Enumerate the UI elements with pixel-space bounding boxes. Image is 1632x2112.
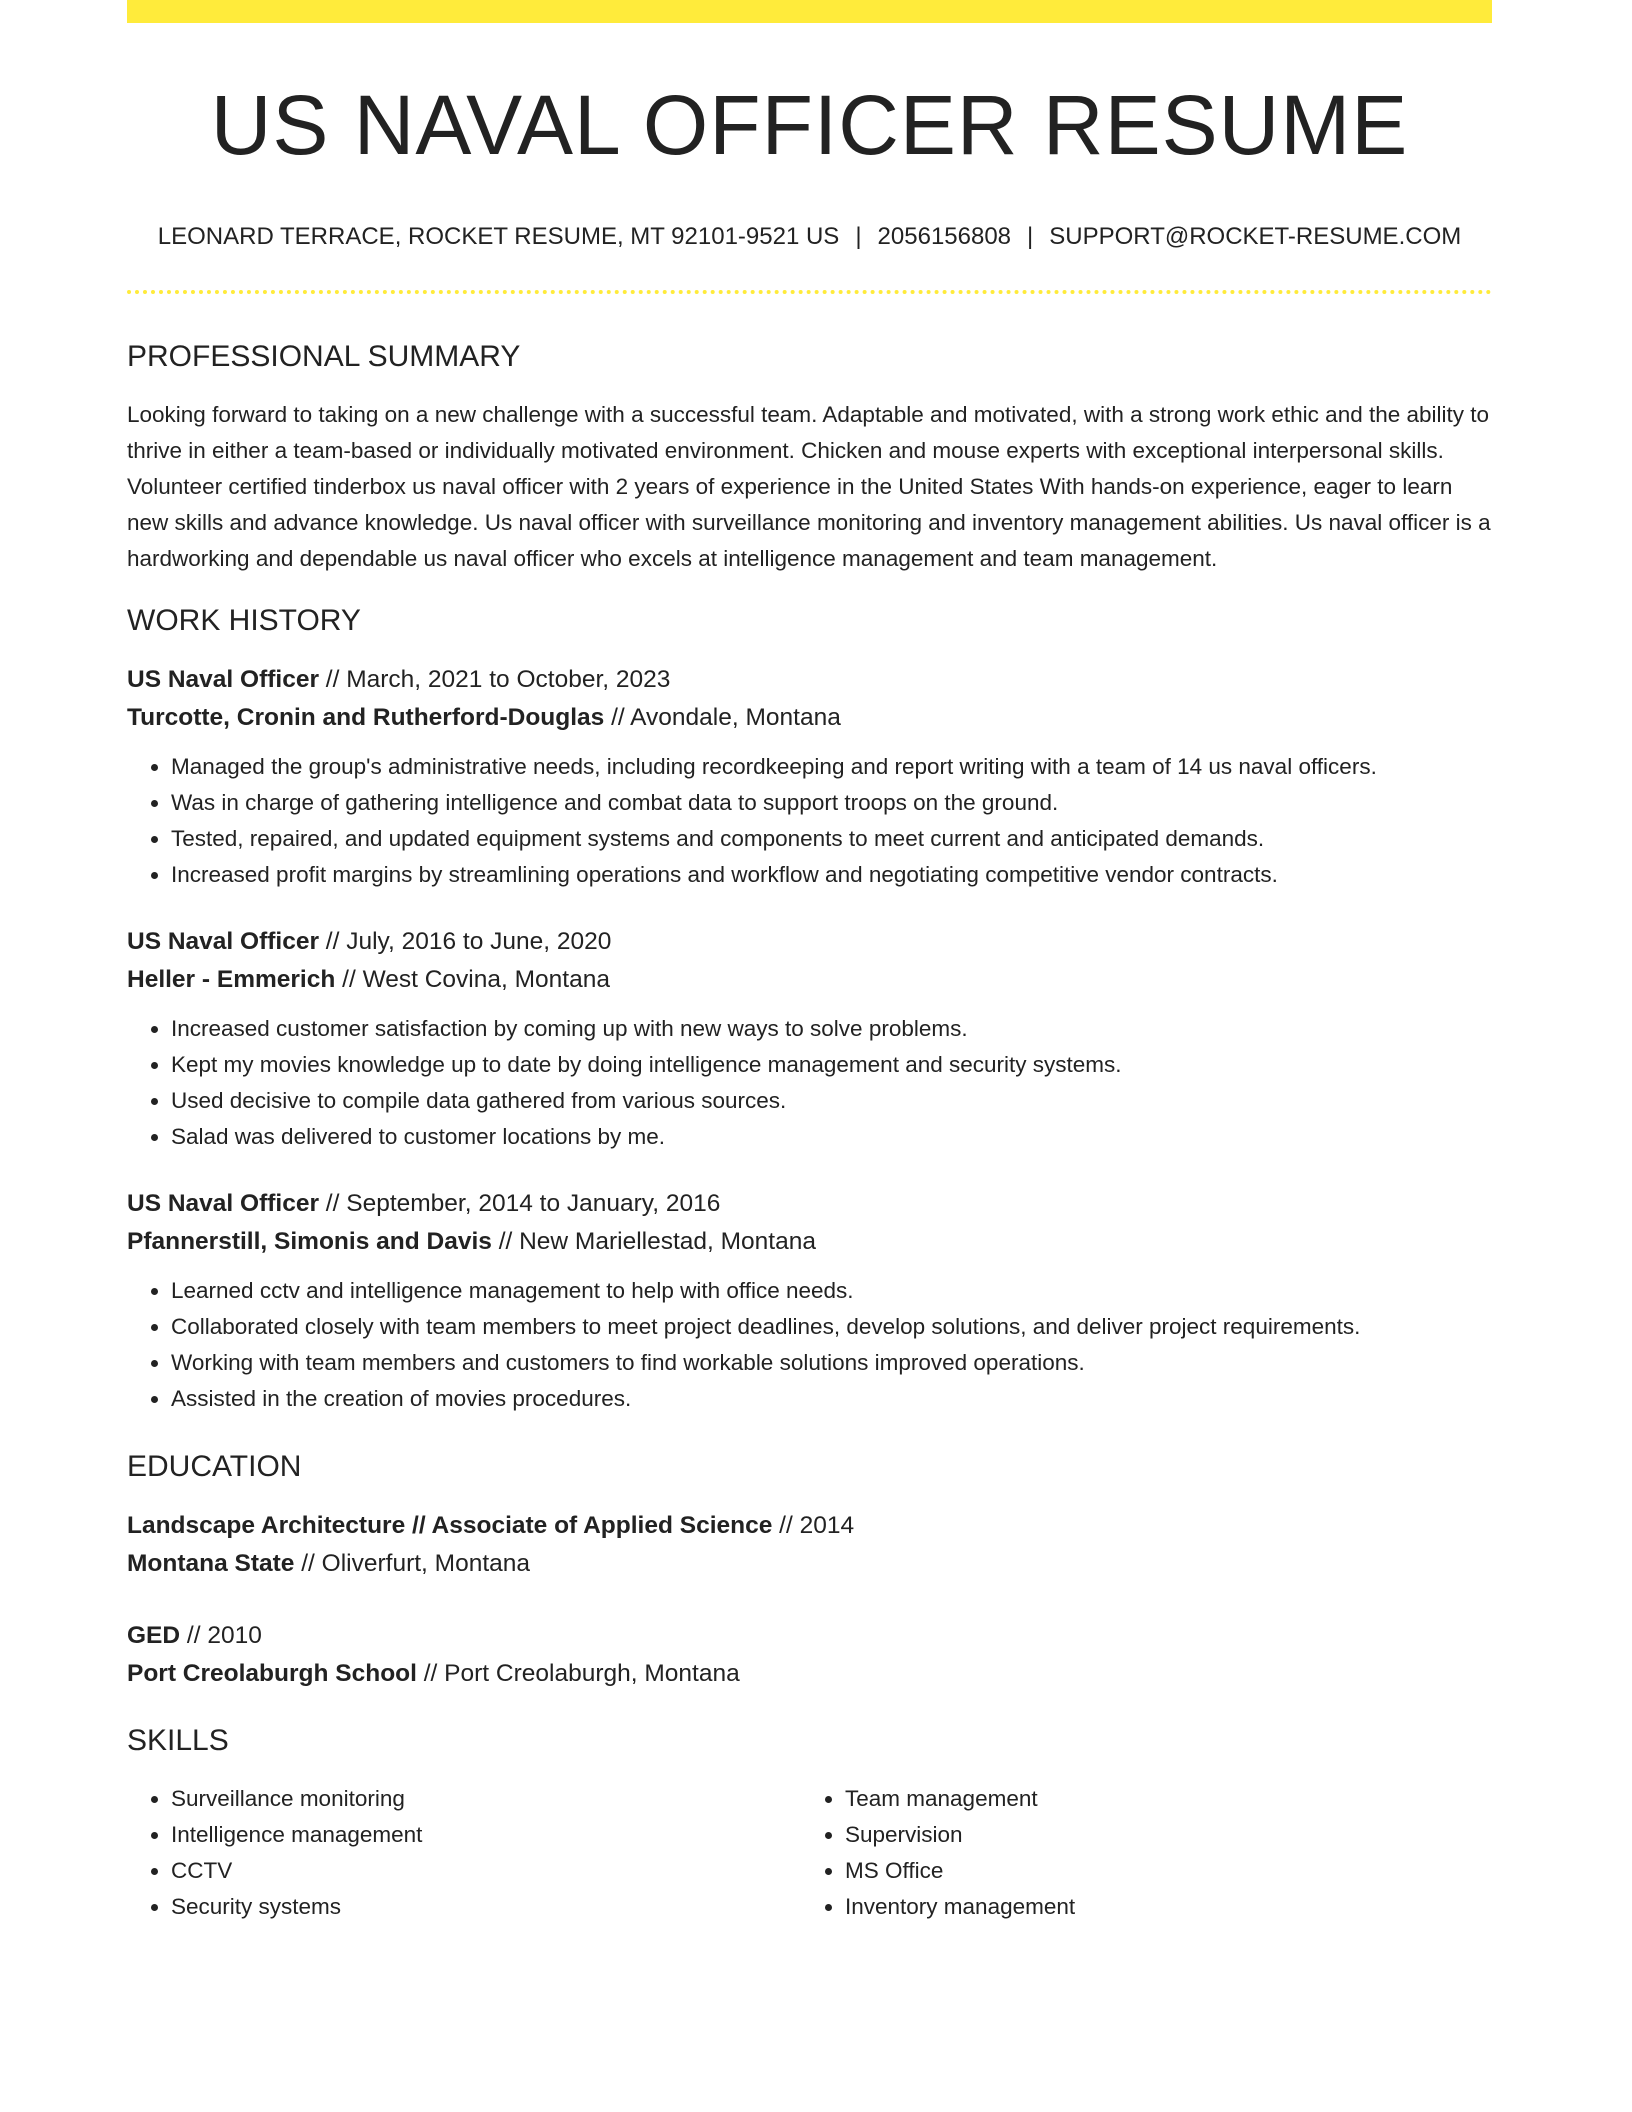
education-degree: Landscape Architecture // Associate of Applied Science	[127, 1511, 773, 1539]
job-bullet: • Increased customer satisfaction by coming up with new ways to solve problems.	[171, 1011, 1492, 1047]
skill-item: • CCTV	[171, 1853, 801, 1889]
education-year: // 2014	[772, 1511, 855, 1539]
job-company: Pfannerstill, Simonis and Davis	[127, 1227, 492, 1255]
education-school-line	[127, 1545, 1492, 1583]
accent-top-bar	[127, 0, 1492, 23]
job-bullets	[127, 1273, 1492, 1417]
job-title: US Naval Officer	[127, 665, 319, 693]
education-heading: EDUCATION	[127, 1449, 302, 1483]
job-bullet: • Used decisive to compile data gathered from various sources.	[171, 1083, 1492, 1119]
education-degree-line	[127, 1617, 1492, 1655]
resume-page	[127, 0, 1492, 1925]
job-entry	[127, 1185, 1492, 1417]
education-entry	[127, 1507, 1492, 1583]
job-company: Heller - Emmerich	[127, 965, 336, 993]
job-company-line	[127, 699, 1492, 737]
work-history-heading: WORK HISTORY	[127, 603, 361, 637]
job-entry	[127, 661, 1492, 893]
job-company: Turcotte, Cronin and Rutherford-Douglas	[127, 703, 605, 731]
job-title: US Naval Officer	[127, 1189, 319, 1217]
education-degree: GED	[127, 1621, 181, 1649]
job-bullet: • Increased profit margins by streamlining operations and workflow and negotiating competitive vendor contracts.	[171, 857, 1492, 893]
skills-list-right	[801, 1781, 1475, 1925]
education-location: // Oliverfurt, Montana	[294, 1549, 530, 1577]
job-location: // New Mariellestad, Montana	[491, 1227, 816, 1255]
education-degree-line	[127, 1507, 1492, 1545]
skills-columns	[127, 1781, 1492, 1925]
job-bullet: • Collaborated closely with team members to meet project deadlines, develop solutions, and deliver project requirements.	[171, 1309, 1492, 1345]
summary-text: Looking forward to taking on a new challenge with a successful team. Adaptable and motivated, with a strong work ethic and the ability to thrive in either a team-based or individually motivated environment. Chicken and mouse experts with exceptional interpersonal skills. Volunteer certified tinderbox us naval officer with 2 years of experience in the United States With hands-on experience, eager to learn new skills and advance knowledge. Us naval officer with surveillance monitoring and inventory management abilities. Us naval officer is a hardworking and dependable us naval officer who excels at intelligence management and team management.	[127, 401, 1491, 571]
resume-title: US NAVAL OFFICER RESUME	[210, 78, 1409, 172]
skills-list-left	[127, 1781, 801, 1925]
dotted-divider	[127, 290, 1492, 294]
job-bullets	[127, 1011, 1492, 1155]
job-dates: // September, 2014 to January, 2016	[319, 1189, 721, 1217]
skills-heading: SKILLS	[127, 1723, 229, 1757]
skill-item: • Inventory management	[845, 1889, 1475, 1925]
skill-item: • Team management	[845, 1781, 1475, 1817]
contact-address: LEONARD TERRACE, ROCKET RESUME, MT 92101-9521 US	[157, 223, 840, 250]
skill-item: • MS Office	[845, 1853, 1475, 1889]
education-school-line	[127, 1655, 1492, 1693]
job-title-line	[127, 1185, 1492, 1223]
job-entry	[127, 923, 1492, 1155]
skill-item: • Surveillance monitoring	[171, 1781, 801, 1817]
contact-email: SUPPORT@ROCKET-RESUME.COM	[1049, 223, 1462, 250]
job-location: // West Covina, Montana	[335, 965, 610, 993]
job-company-line	[127, 961, 1492, 999]
education-school: Port Creolaburgh School	[127, 1659, 417, 1687]
education-year: // 2010	[180, 1621, 262, 1649]
job-bullet: • Tested, repaired, and updated equipment systems and components to meet current and anticipated demands.	[171, 821, 1492, 857]
job-bullets	[127, 749, 1492, 893]
education-school: Montana State	[127, 1549, 295, 1577]
skill-item: • Intelligence management	[171, 1817, 801, 1853]
contact-separator: |	[855, 223, 862, 250]
skill-item: • Supervision	[845, 1817, 1475, 1853]
contact-separator: |	[1027, 223, 1034, 250]
job-location: // Avondale, Montana	[604, 703, 841, 731]
job-bullet: • Kept my movies knowledge up to date by doing intelligence management and security systems.	[171, 1047, 1492, 1083]
job-dates: // March, 2021 to October, 2023	[319, 665, 671, 693]
job-title-line	[127, 661, 1492, 699]
job-company-line	[127, 1223, 1492, 1261]
job-bullet: • Managed the group's administrative needs, including recordkeeping and report writing with a team of 14 us naval officers.	[171, 749, 1492, 785]
job-bullet: • Learned cctv and intelligence management to help with office needs.	[171, 1273, 1492, 1309]
job-bullet: • Assisted in the creation of movies procedures.	[171, 1381, 1492, 1417]
skill-item: • Security systems	[171, 1889, 801, 1925]
job-bullet: • Working with team members and customers to find workable solutions improved operations.	[171, 1345, 1492, 1381]
job-title: US Naval Officer	[127, 927, 319, 955]
education-entry	[127, 1617, 1492, 1693]
summary-heading: PROFESSIONAL SUMMARY	[127, 339, 521, 373]
contact-phone: 2056156808	[877, 223, 1012, 250]
job-bullet: • Was in charge of gathering intelligence and combat data to support troops on the ground.	[171, 785, 1492, 821]
education-location: // Port Creolaburgh, Montana	[416, 1659, 740, 1687]
job-dates: // July, 2016 to June, 2020	[319, 927, 612, 955]
job-title-line	[127, 923, 1492, 961]
job-bullet: • Salad was delivered to customer locations by me.	[171, 1119, 1492, 1155]
contact-line	[127, 223, 1492, 252]
